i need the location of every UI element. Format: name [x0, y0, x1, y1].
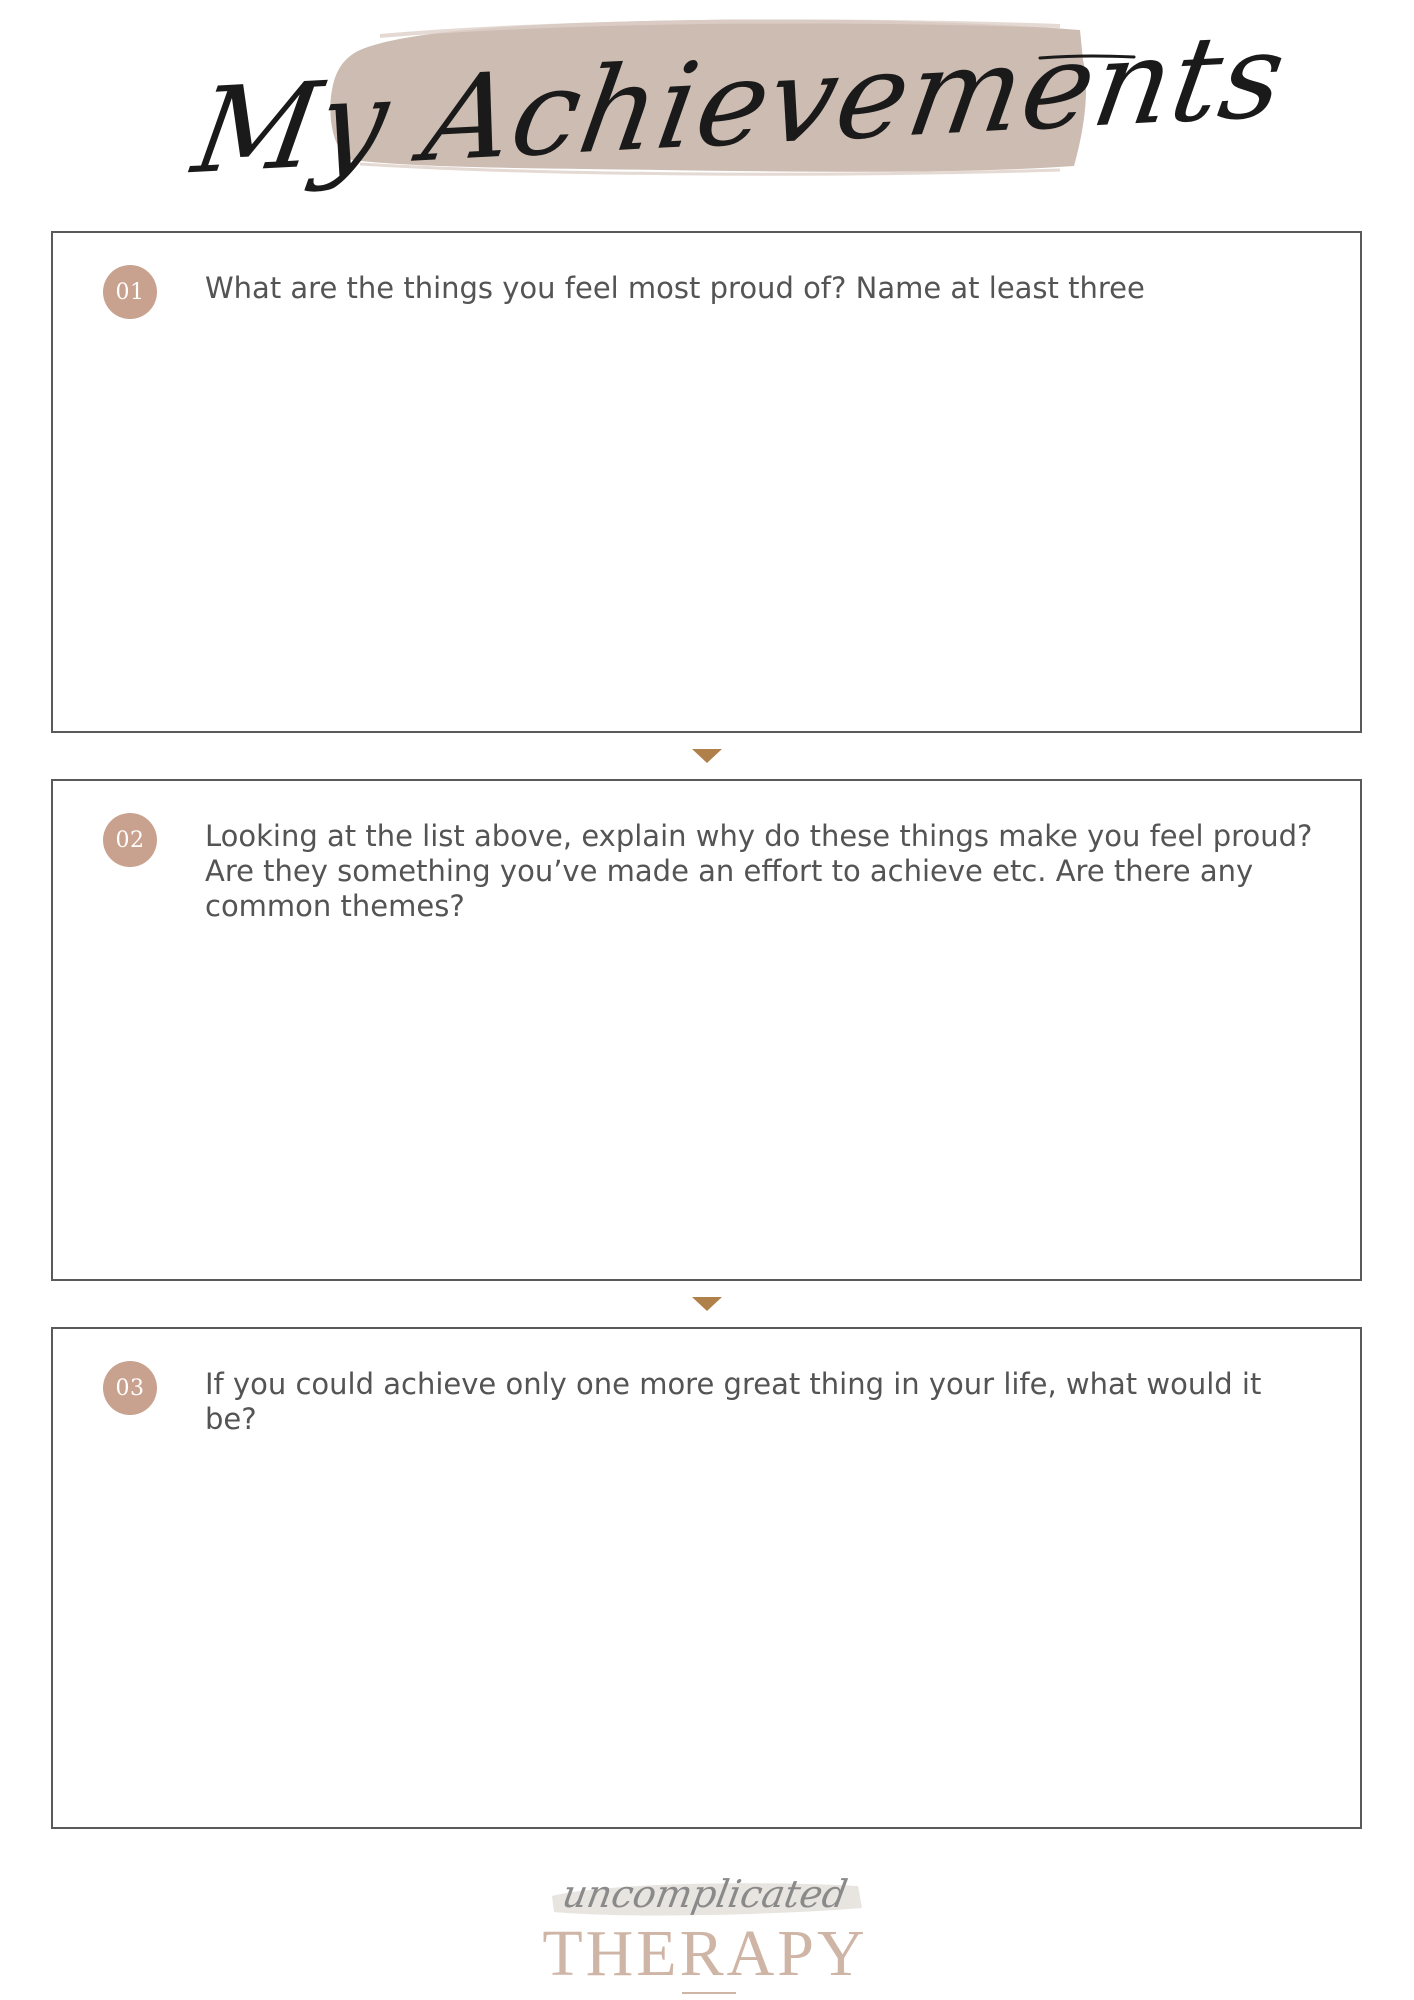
question-number-badge: 03 — [103, 1361, 157, 1415]
page-title: My Achievements — [185, 5, 1295, 201]
question-box-3[interactable] — [51, 1327, 1362, 1829]
logo-underline — [682, 1992, 736, 1994]
question-text: If you could achieve only one more great thing in your life, what would it be? — [205, 1367, 1262, 1436]
question-box-1[interactable] — [51, 231, 1362, 733]
logo-script-text: uncomplicated — [559, 1872, 851, 1916]
triangle-down-icon — [692, 1297, 722, 1311]
brand-logo — [540, 1868, 880, 1998]
page-header — [0, 0, 1414, 215]
question-number-badge: 02 — [103, 813, 157, 867]
question-number-badge: 01 — [103, 265, 157, 319]
logo-main-text: THERAPY — [542, 1917, 868, 1990]
question-text: What are the things you feel most proud of? Name at least three — [205, 271, 1145, 305]
question-text: Looking at the list above, explain why do these things make you feel proud? Are they something you’ve made an effort to achieve etc. Are there any common themes? — [205, 819, 1313, 923]
question-box-2[interactable] — [51, 779, 1362, 1281]
triangle-down-icon — [692, 749, 722, 763]
